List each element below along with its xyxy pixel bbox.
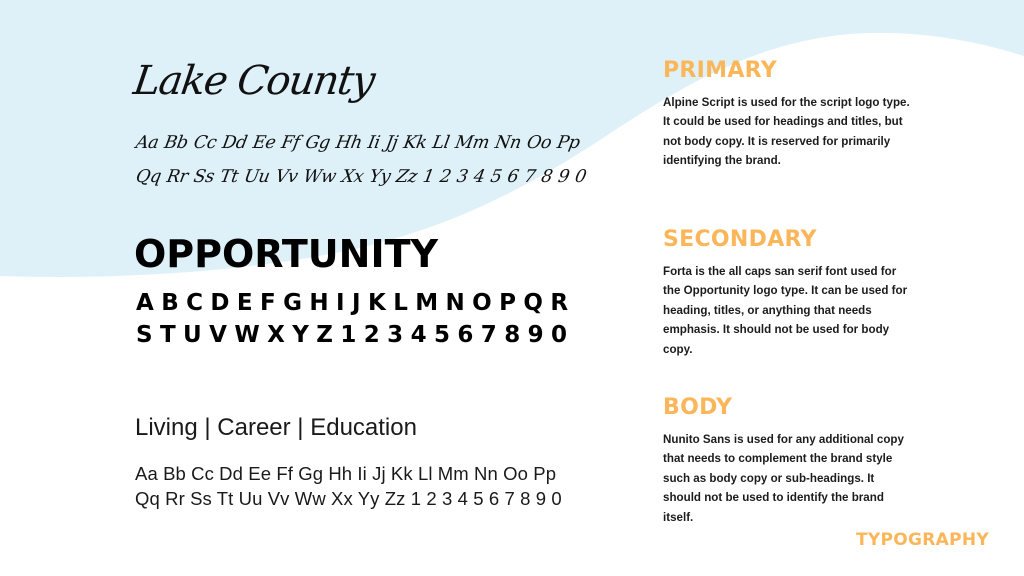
- body-description: [663, 395, 913, 527]
- secondary-alphabet-line-2: STUVWXYZ1234567890: [136, 322, 575, 348]
- secondary-text: Forta is the all caps san serif font used for the Opportunity logo type. It can be used for heading, titles, or anything that needs emphasis. It should not be used for body copy.: [663, 265, 908, 356]
- primary-description: [663, 58, 913, 171]
- primary-alphabet-line-1: Aa Bb Cc Dd Ee Ff Gg Hh Ii Jj Kk Ll Mm Nn Oo Pp: [134, 133, 582, 153]
- page-label: TYPOGRAPHY: [856, 530, 990, 550]
- body-sample-title: Living | Career | Education: [135, 414, 417, 441]
- body-text: Nunito Sans is used for any additional copy that needs to complement the brand style such as body copy or sub-headings. It should not be used to identify the brand itself.: [663, 433, 904, 524]
- primary-text: Alpine Script is used for the script logo type. It could be used for headings and titles, but not body copy. It is reserved for primarily identifying the brand.: [663, 96, 910, 168]
- primary-heading: PRIMARY: [663, 58, 777, 83]
- secondary-description: [663, 227, 913, 359]
- primary-alphabet-line-2: Qq Rr Ss Tt Uu Vv Ww Xx Yy Zz 1 2 3 4 5 6 7 8 9 0: [134, 167, 588, 187]
- body-heading: BODY: [663, 395, 733, 420]
- primary-sample-title: Lake County: [130, 58, 377, 104]
- body-alphabet-line-1: Aa Bb Cc Dd Ee Ff Gg Hh Ii Jj Kk Ll Mm Nn Oo Pp: [135, 463, 557, 484]
- body-alphabet-line-2: Qq Rr Ss Tt Uu Vv Ww Xx Yy Zz 1 2 3 4 5 6 7 8 9 0: [135, 488, 562, 509]
- secondary-alphabet-line-1: ABCDEFGHIJKLMNOPQR: [136, 290, 576, 316]
- secondary-sample-title: OPPORTUNITY: [134, 232, 439, 276]
- secondary-heading: SECONDARY: [663, 227, 817, 252]
